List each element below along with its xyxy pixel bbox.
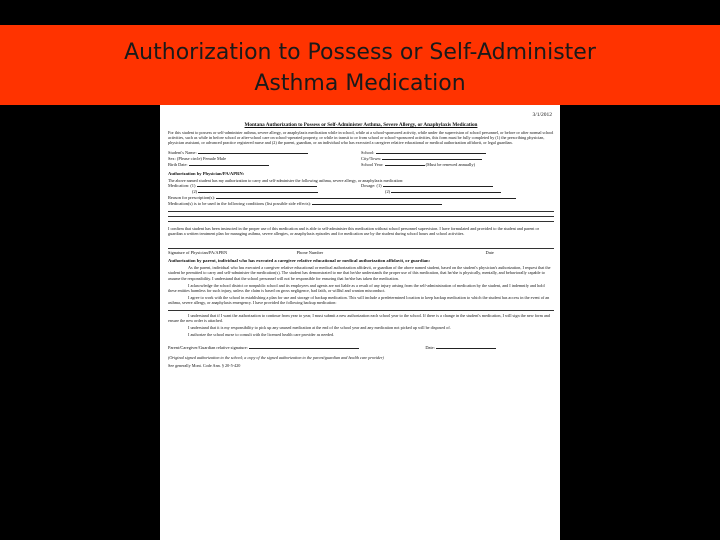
parent-para-2: I acknowledge the school district or nonpublic school and its employees and agents are not liable as a result of any injury arising from the self-administration of medication by the student, and I indemnify and hold these entities harmless for such injury, unless the claim is based on gross negligence, bad faith, or willful and wanton misconduct. [168, 282, 545, 294]
conditions-label: Medication(s) is to be used in the following conditions (list possible side effects): [168, 200, 312, 206]
conditions-line-3 [168, 217, 554, 222]
student-name-label: Student's Name: [168, 149, 197, 155]
footer-ref: See generally Mont. Code Ann. § 20-5-420 [168, 362, 241, 368]
title-line-1: Authorization to Possess or Self-Administer [124, 40, 596, 65]
dosage-num-2: (2) [385, 188, 391, 194]
parent-para-6: I authorize the school nurse to consult with the licensed health care provider as needed. [188, 332, 335, 338]
parent-para-1: As the parent, individual who has executed a caregiver relative educational or medical authorization affidavit, or guardian of the above named student, based on the student's physician's authorization, I request that the student be permitted to carry and self-administer the medication(s). The student has demonstrated to me that he/she understands the proper use of this medication, that he/she is physically, mentally, and behaviorally capable to assume the responsibility. I understand that the school personnel will not be responsible for ensuring that he/she has taken the medication. [168, 265, 551, 281]
student-row-3 [168, 162, 554, 168]
parent-para-5: I understand that it is my responsibility to pick up any unused medication at the end of the school year and any medication not picked up will be disposed of. [188, 325, 451, 331]
conditions-row [168, 201, 554, 207]
date-label: Date [485, 250, 494, 256]
city-town-label: City/Town: [361, 155, 381, 161]
school-year-label: School Year: [361, 161, 384, 167]
parent-signature-label: Parent/Caregiver/Guardian relative signature: [168, 345, 248, 351]
sex-label: Sex: (Please circle) Female Male [168, 155, 227, 161]
phone-label: Phone Number [296, 250, 324, 256]
parent-signature-row [168, 345, 554, 351]
medication-num-1: (1) [190, 182, 196, 188]
authorization-form-document [160, 105, 560, 540]
school-label: School: [361, 149, 375, 155]
dosage-num-1: (1) [376, 182, 382, 188]
reason-label: Reason for prescription(s): [168, 194, 216, 200]
physician-signature-label: Signature of Physician/PA/APRN [168, 250, 228, 256]
parent-date-label: Date: [425, 345, 435, 351]
birth-date-label: Birth Date: [168, 161, 188, 167]
parent-heading: Authorization by parent, individual who has executed a caregiver relative educational or medical authorization affidavit, or guardian: [168, 258, 431, 264]
backup-med-line [168, 306, 554, 311]
physician-heading: Authorization by Physician/PA/APRN: [168, 170, 245, 176]
form-title: Montana Authorization to Possess or Self-Administer Asthma, Severe Allergy, or Anaphylaxis Medication [244, 122, 478, 128]
form-intro: For this student to possess or self-administer asthma, severe allergy, or anaphylaxis medication while in school, while at a school-sponsored activity, while under the supervision of school personnel, or before or after normal school activities, such as while in before school or after-school care on school-operated property, or while in transit to or from school or school-sponsored activities, this form must be fully completed by (1) the prescribing physician, physician assistant, or advanced practice registered nurse and (2) the parent, guardian, or an individual who has executed a caregiver relative educational or medical authorization affidavit, or legal guardian. [168, 130, 554, 146]
form-id: 3/1/2012 [532, 112, 552, 118]
footer-note: (Original signed authorization to the school; a copy of the signed authorization to the parent/guardian and health care provider) [168, 355, 384, 361]
physician-signature-row [168, 248, 554, 255]
dosage-label: Dosage: [361, 182, 376, 188]
medication-label: Medication: [168, 182, 190, 188]
slide-title [0, 37, 720, 99]
parent-para-3: I agree to work with the school in establishing a plan for use and storage of backup medication. This will include a predetermined location to keep backup medication to which the student has access in the event of an asthma, severe allergy, or anaphylaxis emergency. I have provided the following backup medication: [168, 295, 550, 306]
medication-num-2: (2) [192, 188, 198, 194]
title-line-2: Asthma Medication [254, 71, 466, 96]
renewal-note: (Must be renewed annually) [425, 161, 476, 167]
physician-text: The above named student has my authorization to carry and self-administer the following asthma, severe allergy, or anaphylaxis medication: [168, 177, 404, 183]
parent-para-4: I understand that if I want the authorization to continue from year to year, I must submit a new authorization each school year to the school. If there is a change in the student's medication, I will sign the new form and ensure the new order is attached. [168, 312, 550, 323]
confirm-text: I confirm that student has been instructed in the proper use of this medication and is able to self-administer this medication without school personnel supervision. I have formulated and provided to the student and parent or guardian a written treatment plan for managing asthma, severe allergies, or anaphylaxis episodes and for medication use by the student during school hours and school activities. [168, 225, 539, 237]
